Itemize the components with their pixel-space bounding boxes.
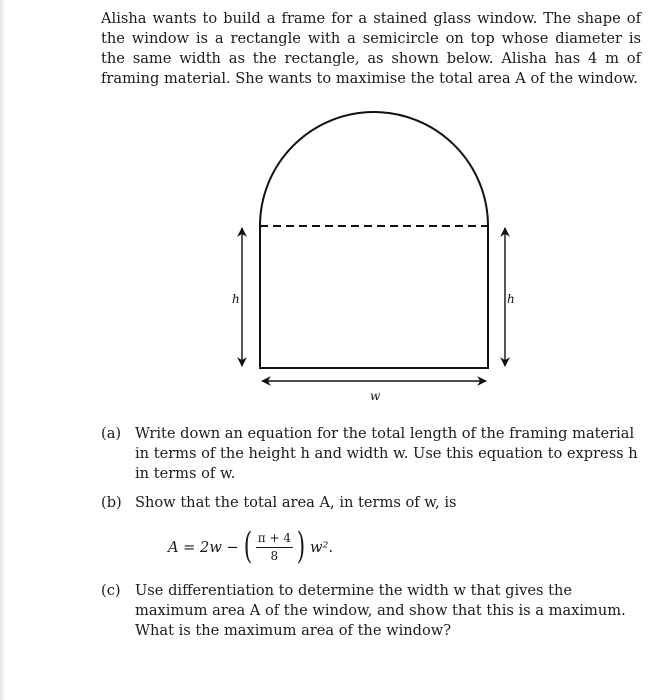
equation-paren-open: ( — [243, 526, 252, 567]
part-b-text: Show that the total area A, in terms of w, is — [135, 494, 457, 511]
part-a — [101, 424, 641, 484]
equation-numerator: π + 4 — [256, 531, 293, 548]
part-b — [101, 493, 641, 513]
label-w: w — [370, 389, 381, 403]
part-c-label: (c) — [101, 582, 121, 599]
label-h-left: h — [232, 292, 240, 306]
equation-paren-close: ) — [296, 526, 306, 567]
label-h-right: h — [507, 292, 515, 306]
equation-fraction — [256, 531, 293, 564]
part-a-text: Write down an equation for the total length of the framing material in terms of the height h and width w. Use this equation to express h in terms of w. — [135, 425, 638, 482]
part-c-text: Use differentiation to determine the width w that gives the maximum area A of the window, and show that this is a maximum. What is the maximum area of the window? — [135, 582, 626, 639]
part-b-label: (b) — [101, 494, 122, 511]
area-equation — [168, 522, 333, 572]
semicircle-arc — [260, 112, 488, 226]
equation-denominator: 8 — [270, 548, 279, 563]
problem-intro: Alisha wants to build a frame for a stained glass window. The shape of the window is a rectangle with a semicircle on top whose diameter is the same width as the rectangle, as shown below. Alisha has 4 m of framing material. She wants to maximise the total area A of the window. — [101, 10, 641, 87]
equation-rhs: w². — [310, 538, 333, 556]
part-a-label: (a) — [101, 425, 122, 442]
equation-lhs: A = 2w − — [168, 538, 239, 556]
part-c — [101, 581, 641, 641]
